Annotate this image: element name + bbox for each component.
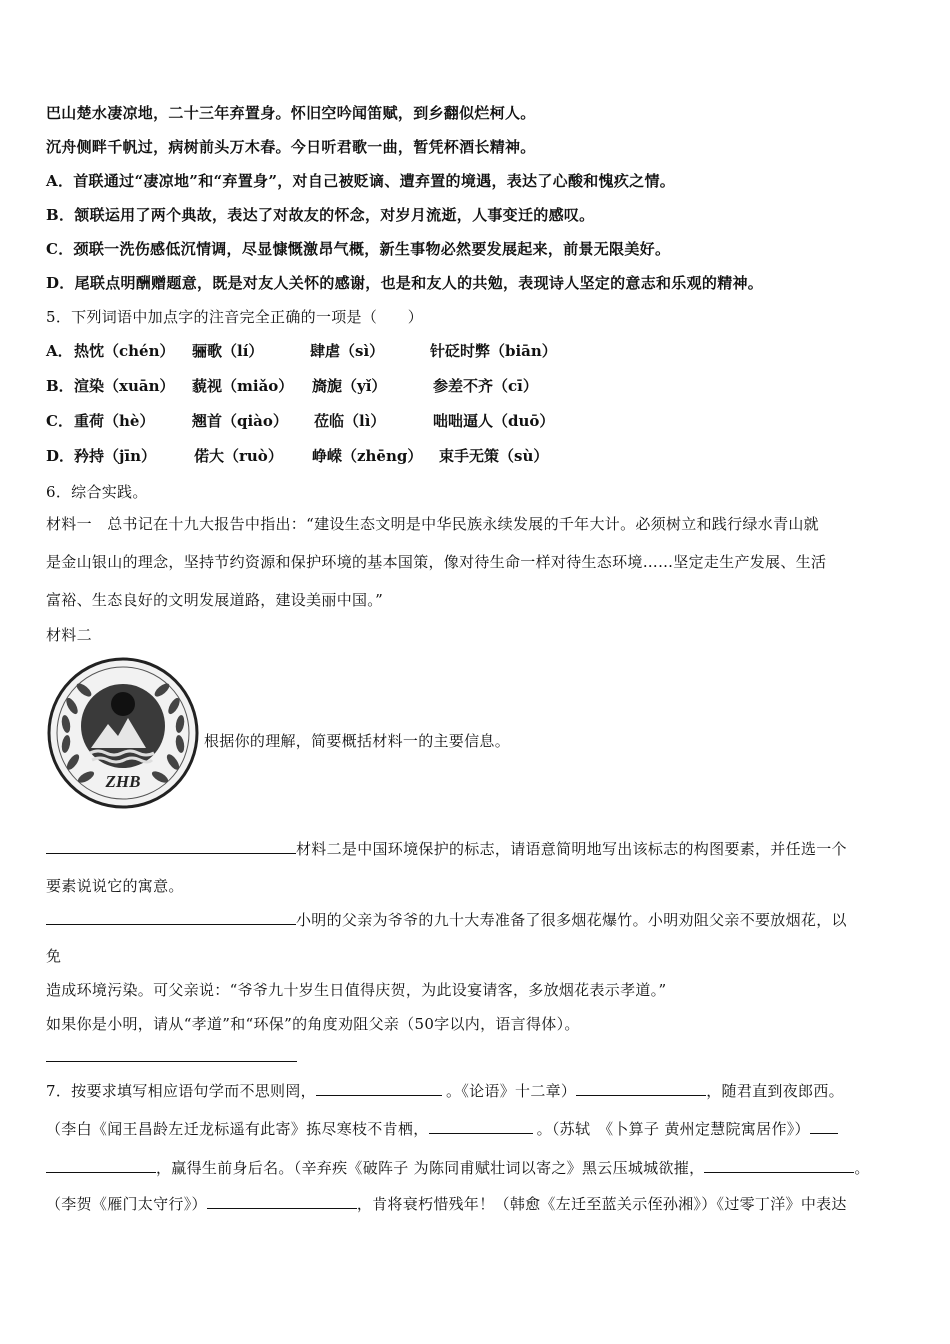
q7-text: 7．按要求填写相应语句学而不思则罔， (46, 1082, 316, 1100)
q5-row-label: A． (46, 342, 73, 360)
answer-blank[interactable] (46, 909, 296, 925)
q7-line-1 (46, 1080, 844, 1101)
answer-blank[interactable] (429, 1118, 533, 1134)
q5-item: 肆虐（sì） (310, 342, 385, 360)
q7-text: （李白《闻王昌龄左迁龙标遥有此寄》拣尽寒枝不肯栖， (46, 1120, 429, 1138)
q5-item: 重荷（hè） (74, 412, 155, 430)
q4-option-b: B．颔联运用了两个典故，表达了对故友的怀念，对岁月流逝，人事变迁的感叹。 (46, 206, 595, 224)
q6-material-1: 材料一 总书记在十九大报告中指出：“建设生态文明是中华民族永续发展的千年大计。必须树立和践行绿水青山就 (46, 515, 819, 533)
q7-text: （李贺《雁门太守行》） (46, 1195, 207, 1213)
q5-stem: 5．下列词语中加点字的注音完全正确的一项是（ ） (46, 308, 424, 326)
q6-sub-3 (46, 909, 847, 930)
q7-text: ，随君直到夜郎西。 (706, 1082, 844, 1100)
answer-line[interactable] (46, 1061, 297, 1062)
q7-text: 。 (854, 1159, 870, 1177)
q5-item: 渲染（xuān） (74, 377, 175, 395)
q6-sub-3-text: 小明的父亲为爷爷的九十大寿准备了很多烟花爆竹。小明劝阻父亲不要放烟花，以 (296, 911, 847, 929)
q4-option-c: C．颈联一洗伤感低沉情调，尽显慷慨激昂气概，新生事物必然要发展起来，前景无限美好。 (46, 240, 671, 258)
q6-sub-1: 根据你的理解，简要概括材料一的主要信息。 (204, 732, 511, 750)
answer-blank[interactable] (46, 838, 296, 854)
q5-row-label: C． (46, 412, 73, 430)
q6-sub-3-cont-3: 如果你是小明，请从“孝道”和“环保”的角度劝阻父亲（50字以内，语言得体）。 (46, 1015, 580, 1033)
q5-item: 藐视（miǎo） (192, 377, 294, 395)
q4-option-a: A．首联通过“凄凉地”和“弃置身”，对自己被贬谪、遭弃置的境遇，表达了心酸和愧疚之情。 (46, 172, 676, 190)
logo-text: ZHB (105, 772, 141, 791)
q5-item: 偌大（ruò） (194, 447, 283, 465)
q6-material-2-label: 材料二 (46, 626, 92, 644)
q7-line-3 (46, 1157, 870, 1178)
q6-sub-2 (46, 838, 847, 859)
q5-item: 骊歌（lí） (192, 342, 264, 360)
answer-blank[interactable] (46, 1157, 156, 1173)
q5-item: 翘首（qiào） (192, 412, 288, 430)
q4-option-d: D．尾联点明酬赠题意，既是对友人关怀的感谢，也是和友人的共勉，表现诗人坚定的意志和乐观的精神。 (46, 274, 764, 292)
poem-line-1: 巴山楚水凄凉地，二十三年弃置身。怀旧空吟闻笛赋，到乡翻似烂柯人。 (46, 104, 536, 122)
q6-sub-2-text: 材料二是中国环境保护的标志，请语意简明地写出该标志的构图要素，并任选一个 (296, 840, 847, 858)
q5-item: 参差不齐（cī） (433, 377, 538, 395)
q7-line-4 (46, 1193, 847, 1214)
answer-blank[interactable] (207, 1193, 357, 1209)
q5-item: 热忱（chén） (74, 342, 175, 360)
q6-material-1-cont: 是金山银山的理念，坚持节约资源和保护环境的基本国策，像对待生命一样对待生态环境……坚定走生产发展、生活 (46, 553, 827, 571)
q6-stem: 6．综合实践。 (46, 483, 148, 501)
q7-line-2 (46, 1118, 838, 1139)
environmental-protection-logo (46, 656, 200, 810)
q5-item: 针砭时弊（biān） (430, 342, 557, 360)
answer-blank[interactable] (704, 1157, 854, 1173)
q7-text: ，肯将衰朽惜残年！（韩愈《左迁至蓝关示侄孙湘》）《过零丁洋》中表达 (356, 1195, 847, 1213)
poem-line-2: 沉舟侧畔千帆过，病树前头万木春。今日听君歌一曲，暂凭杯酒长精神。 (46, 138, 536, 156)
q6-material-1-end: 富裕、生态良好的文明发展道路，建设美丽中国。” (46, 591, 384, 609)
q7-text: ，赢得生前身后名。（辛弃疾《破阵子 为陈同甫赋壮词以寄之》黑云压城城欲摧， (156, 1159, 705, 1177)
q5-row-label: D． (46, 447, 75, 465)
q7-text: 。《论语》十二章） (446, 1082, 577, 1100)
q5-item: 峥嵘（zhēng） (312, 447, 423, 465)
answer-blank[interactable] (316, 1080, 442, 1096)
answer-blank[interactable] (576, 1080, 706, 1096)
answer-blank[interactable] (810, 1118, 838, 1134)
q6-sub-3-cont: 免 (46, 947, 62, 965)
q5-item: 旖旎（yǐ） (312, 377, 387, 395)
q6-sub-2-cont: 要素说说它的寓意。 (46, 877, 184, 895)
q6-sub-3-cont-2: 造成环境污染。可父亲说：“爷爷九十岁生日值得庆贺，为此设宴请客，多放烟花表示孝道。” (46, 981, 667, 999)
q5-item: 束手无策（sù） (439, 447, 549, 465)
q5-item: 莅临（lì） (314, 412, 386, 430)
q5-item: 矜持（jīn） (74, 447, 157, 465)
q5-row-label: B． (46, 377, 74, 395)
q7-text: 。（苏轼 《卜算子 黄州定慧院寓居作》） (536, 1120, 810, 1138)
q5-item: 咄咄逼人（duō） (433, 412, 555, 430)
